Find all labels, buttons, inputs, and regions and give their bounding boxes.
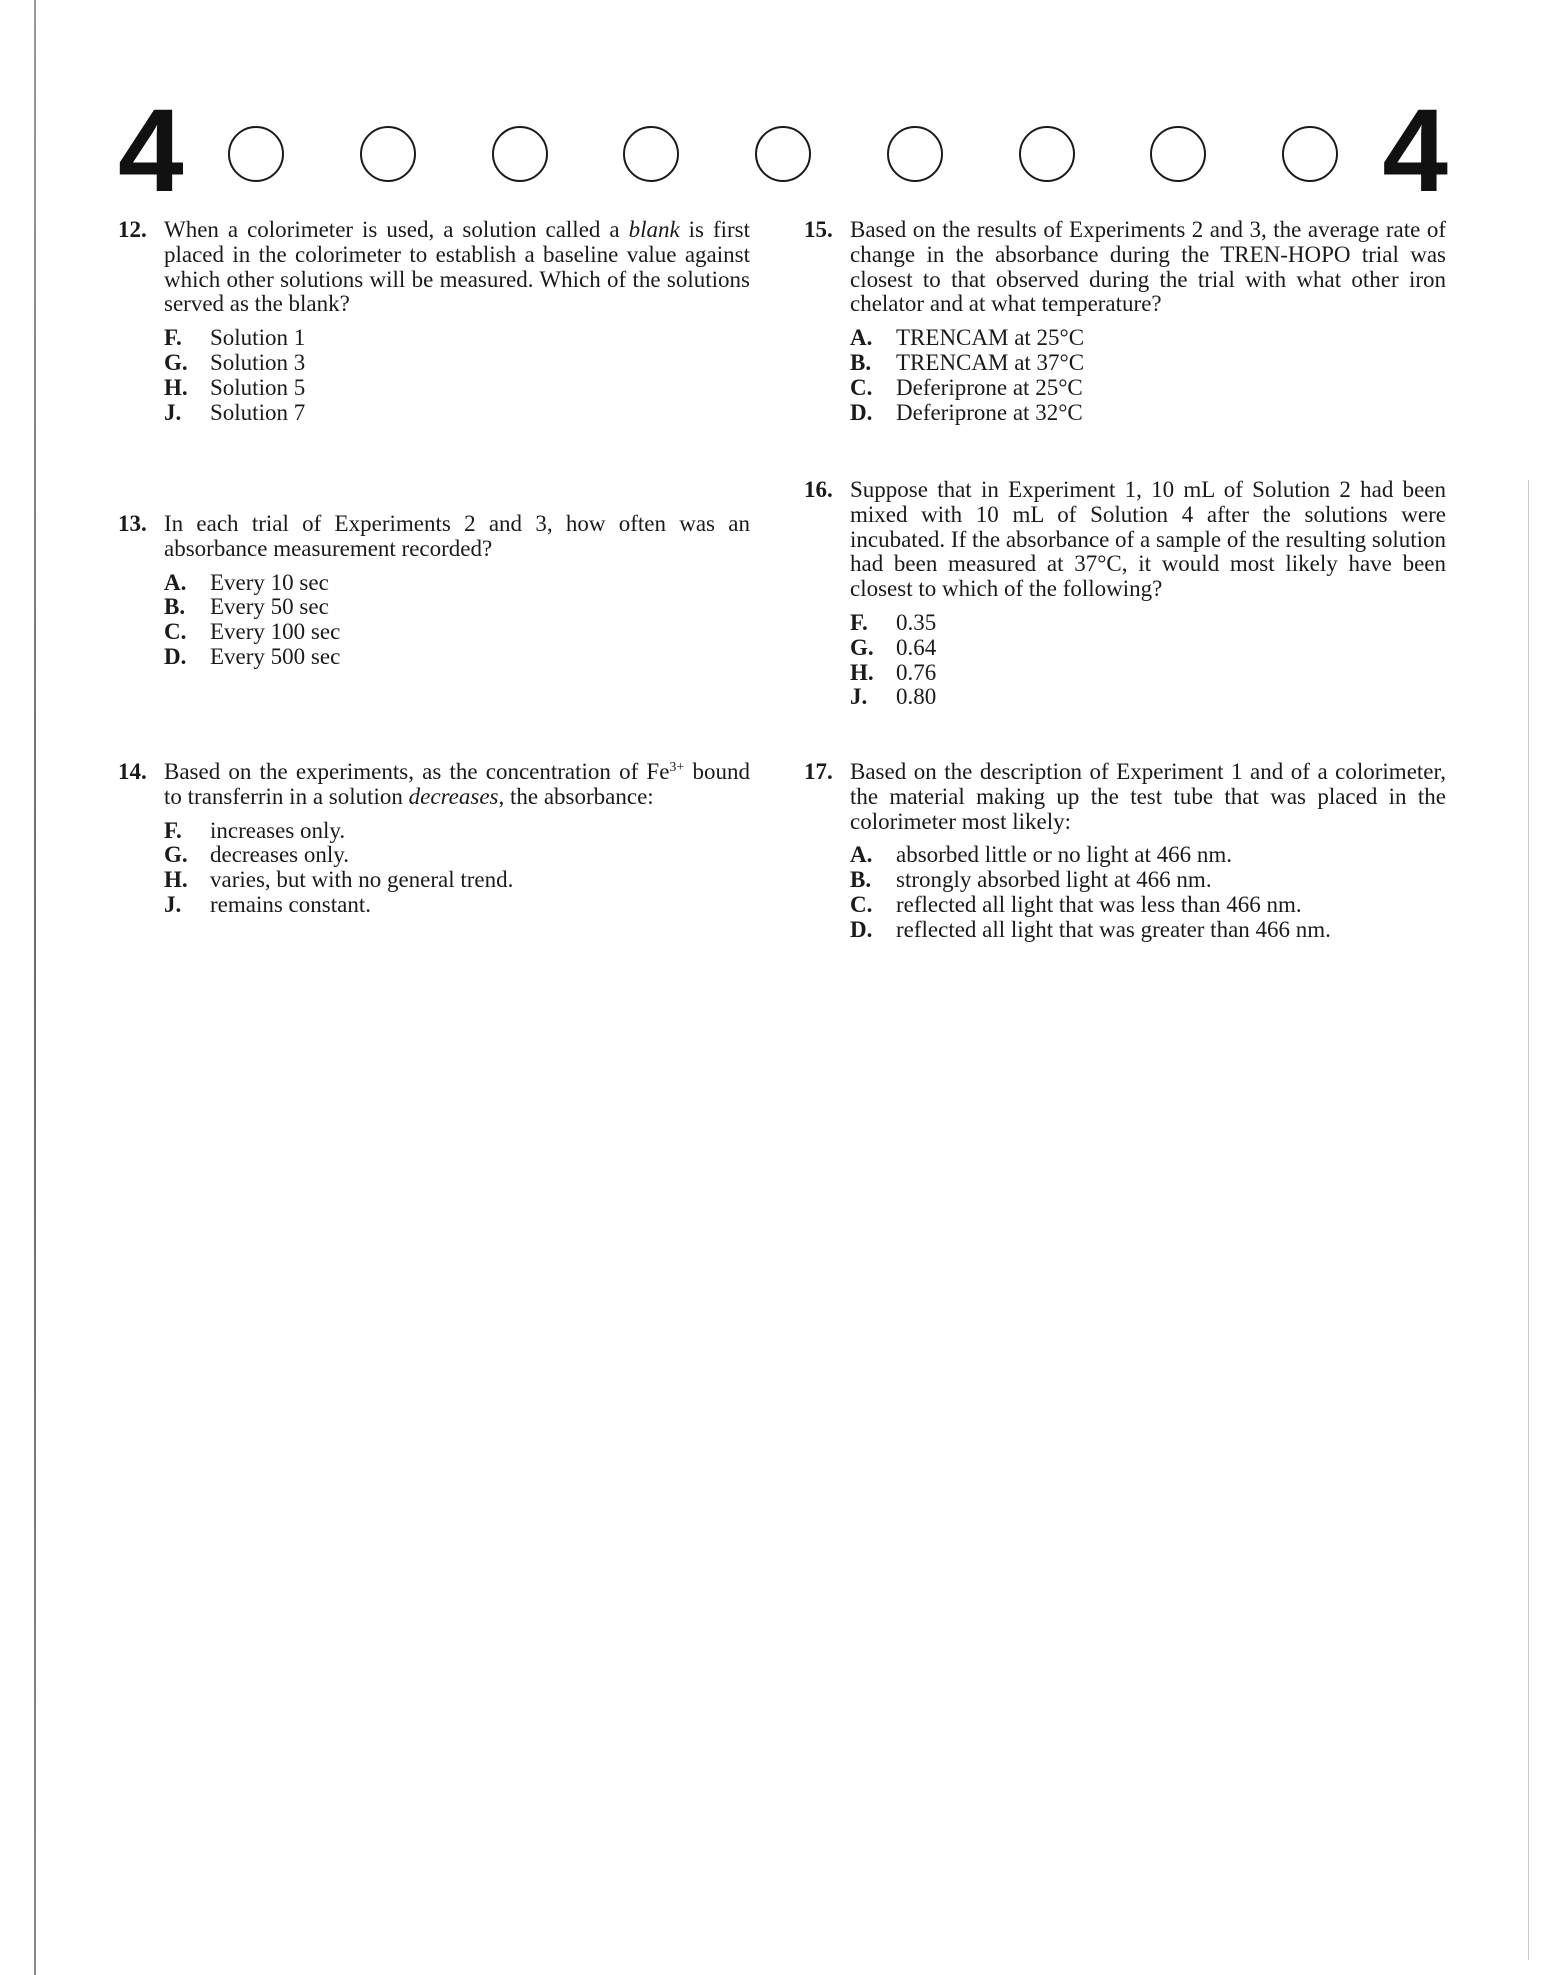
answer-option[interactable]	[164, 843, 750, 868]
question-stem: Based on the description of Experiment 1 and of a colorimeter, the material making up the test tube that was placed in the colorimeter most likely:	[850, 759, 1446, 834]
option-text: decreases only.	[210, 842, 349, 868]
answer-option[interactable]	[164, 376, 750, 401]
option-text: TRENCAM at 37°C	[896, 349, 1085, 375]
option-text: absorbed little or no light at 466 nm.	[896, 842, 1233, 868]
answer-options	[164, 571, 750, 670]
option-letter: D.	[164, 643, 187, 669]
answer-option[interactable]	[164, 868, 750, 893]
question-number: 17.	[804, 759, 833, 784]
header-circle	[887, 126, 943, 182]
option-letter: J.	[164, 399, 182, 425]
header-circle	[492, 126, 548, 182]
question-14	[118, 760, 750, 918]
answer-options	[164, 326, 750, 425]
option-letter: F.	[164, 325, 182, 351]
answer-option[interactable]	[850, 401, 1446, 426]
question-number: 12.	[118, 217, 147, 242]
option-letter: D.	[850, 399, 873, 425]
header-circle	[1282, 126, 1338, 182]
option-letter: A.	[850, 325, 873, 351]
answer-option[interactable]	[850, 893, 1446, 918]
option-letter: H.	[164, 867, 188, 893]
header-circle	[755, 126, 811, 182]
option-text: Solution 1	[210, 325, 306, 351]
question-number: 13.	[118, 511, 147, 536]
answer-option[interactable]	[164, 571, 750, 596]
answer-option[interactable]	[850, 636, 1446, 661]
option-letter: B.	[164, 594, 186, 620]
option-text: strongly absorbed light at 466 nm.	[896, 867, 1212, 893]
option-text: Every 100 sec	[210, 619, 341, 645]
option-text: Solution 7	[210, 399, 306, 425]
question-number: 15.	[804, 217, 833, 242]
answer-option[interactable]	[850, 376, 1446, 401]
option-letter: C.	[850, 374, 873, 400]
option-text: Deferiprone at 25°C	[896, 374, 1083, 400]
question-13	[118, 512, 750, 670]
option-text: remains constant.	[210, 891, 371, 917]
answer-option[interactable]	[850, 661, 1446, 686]
option-text: reflected all light that was greater than 466 nm.	[896, 916, 1331, 942]
option-text: reflected all light that was less than 466 nm.	[896, 891, 1302, 917]
option-text: Solution 3	[210, 349, 306, 375]
header-circle	[1019, 126, 1075, 182]
option-text: 0.35	[896, 609, 937, 635]
answer-options	[850, 611, 1446, 710]
header-circle	[228, 126, 284, 182]
option-text: TRENCAM at 25°C	[896, 325, 1085, 351]
option-letter: J.	[850, 684, 868, 710]
header-circle	[360, 126, 416, 182]
option-letter: H.	[164, 374, 188, 400]
option-text: Every 10 sec	[210, 569, 329, 595]
answer-option[interactable]	[164, 819, 750, 844]
header-circle	[1150, 126, 1206, 182]
option-text: Every 500 sec	[210, 643, 341, 669]
answer-option[interactable]	[164, 326, 750, 351]
answer-option[interactable]	[850, 326, 1446, 351]
option-letter: F.	[164, 817, 182, 843]
option-letter: A.	[164, 569, 187, 595]
answer-options	[164, 819, 750, 918]
option-text: Solution 5	[210, 374, 306, 400]
option-text: increases only.	[210, 817, 346, 843]
question-number: 14.	[118, 759, 147, 784]
option-letter: C.	[164, 619, 187, 645]
option-letter: A.	[850, 842, 873, 868]
scan-edge-left	[34, 0, 36, 1975]
scan-edge-right	[1528, 480, 1529, 1960]
answer-options	[850, 326, 1446, 425]
section-number-left: 4	[118, 85, 184, 217]
question-stem: Based on the results of Experiments 2 and 3, the average rate of change in the absorbance during the TREN-HOPO trial was closest to that observed during the trial with what other iron chelator and at what temperature?	[850, 217, 1446, 317]
option-text: Every 50 sec	[210, 594, 329, 620]
question-12	[118, 218, 750, 425]
header-circle	[623, 126, 679, 182]
answer-option[interactable]	[164, 351, 750, 376]
answer-option[interactable]	[850, 918, 1446, 943]
answer-option[interactable]	[850, 611, 1446, 636]
option-text: 0.80	[896, 684, 937, 710]
answer-option[interactable]	[850, 868, 1446, 893]
option-letter: G.	[164, 842, 188, 868]
answer-option[interactable]	[164, 645, 750, 670]
emphasis-decreases: decreases	[408, 783, 499, 809]
question-17	[804, 760, 1446, 943]
option-letter: G.	[850, 634, 874, 660]
option-letter: B.	[850, 867, 872, 893]
question-stem: In each trial of Experiments 2 and 3, how often was an absorbance measurement recorded?	[164, 511, 750, 561]
superscript-charge: 3+	[669, 760, 685, 775]
question-15	[804, 218, 1446, 425]
option-text: 0.76	[896, 659, 937, 685]
option-letter: C.	[850, 891, 873, 917]
option-letter: J.	[164, 891, 182, 917]
question-stem: Based on the experiments, as the concentration of $Fe^{3+}$ bound to transferrin in a solution decreases, the absorbance:	[164, 759, 750, 809]
question-16	[804, 478, 1446, 710]
answer-option[interactable]	[164, 595, 750, 620]
question-stem: Suppose that in Experiment 1, 10 mL of Solution 2 had been mixed with 10 mL of Solution 4 after the solutions were incubated. If the absorbance of a sample of the resulting solution had been measured at 37°C, it would most likely have been closest to which of the following?	[850, 477, 1446, 602]
answer-option[interactable]	[850, 685, 1446, 710]
option-letter: H.	[850, 659, 874, 685]
answer-options	[850, 843, 1446, 942]
answer-option[interactable]	[850, 351, 1446, 376]
emphasis-blank: blank	[628, 217, 680, 242]
question-number: 16.	[804, 477, 833, 502]
option-text: varies, but with no general trend.	[210, 867, 514, 893]
answer-option[interactable]	[850, 843, 1446, 868]
header-circle-row	[228, 126, 1338, 186]
section-header	[118, 85, 1448, 217]
answer-option[interactable]	[164, 893, 750, 918]
section-number-right: 4	[1382, 85, 1448, 217]
option-letter: D.	[850, 916, 873, 942]
answer-option[interactable]	[164, 620, 750, 645]
question-stem: When a colorimeter is used, a solution called a blank is first placed in the colorimeter to establish a baseline value against which other solutions will be measured. Which of the solutions served as the blank?	[164, 217, 751, 317]
option-text: Deferiprone at 32°C	[896, 399, 1083, 425]
option-letter: G.	[164, 349, 188, 375]
option-letter: B.	[850, 349, 872, 375]
option-letter: F.	[850, 609, 868, 635]
option-text: 0.64	[896, 634, 937, 660]
answer-option[interactable]	[164, 401, 750, 426]
